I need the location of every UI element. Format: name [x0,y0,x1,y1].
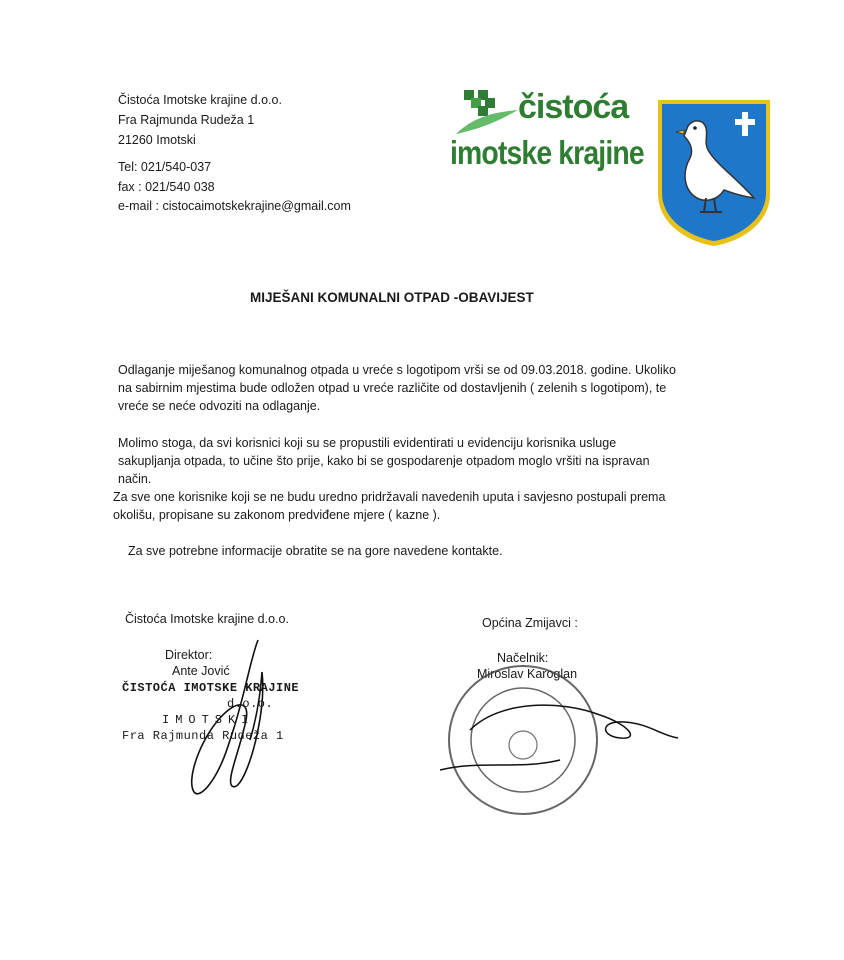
stamp-line-1: ČISTOĆA IMOTSKE KRAJINE [122,681,300,695]
city: 21260 Imotski [118,133,196,147]
municipality-stamp-icon [449,666,597,814]
signer-role-left: Direktor: [165,648,213,662]
contact-info [118,158,351,217]
logo-text-line1: čistoća [518,88,629,126]
signature-right-icon [440,705,678,770]
email: e-mail : cistocaimotskekrajine@gmail.com [118,199,351,213]
company-name: Čistoća Imotske krajine d.o.o. [118,93,282,107]
logo-mark-icon [456,90,520,136]
signer-role-right: Načelnik: [497,651,549,665]
document-title: MIJEŠANI KOMUNALNI OTPAD -OBAVIJEST [250,290,534,305]
paragraph-1: Odlaganje miješanog komunalnog otpada u vreće s logotipom vrši se od 09.03.2018. godine. Ukoliko na sabirnim mjestima bude odložen otpad u vreće različite od dostavljenih ( zelenih s logotipom), te vreće se neće odvoziti na odlaganje. [118,363,676,413]
sender-address [118,90,282,150]
fax: fax : 021/540 038 [118,179,215,194]
signer-name-right: Miroslav Karoglan [477,667,578,681]
logo-text-line2: imotske krajine [450,134,644,171]
signer-org-left: Čistoća Imotske krajine d.o.o. [125,612,289,626]
stamp-line-4: Fra Rajmunda Rudeža 1 [122,729,284,743]
company-stamp [122,680,299,744]
stamp-line-2: d.o.o. [227,697,274,711]
paragraph-3: Za sve one korisnike koji se ne budu uredno pridržavali navedenih uputa i savjesno postupali prema okolišu, propisane su zakonom predviđene mjere ( kazne ). [113,490,666,522]
paragraph-2: Molimo stoga, da svi korisnici koji su se propustili evidentirati u evidenciju korisnika usluge sakupljanja otpada, to učine što prije, kako bi se gospodarenje otpadom moglo vršiti na ispravan način. [118,436,650,486]
signer-org-right: Općina Zmijavci : [482,616,578,630]
municipality-crest-icon [654,96,774,248]
paragraph-4: Za sve potrebne informacije obratite se na gore navedene kontakte. [128,544,503,558]
street-address: Fra Rajmunda Rudeža 1 [118,113,255,127]
company-logo [450,88,650,178]
signer-name-left: Ante Jović [172,664,230,678]
phone: Tel: 021/540-037 [118,160,212,174]
stamp-line-3: IMOTSKI [162,713,255,727]
